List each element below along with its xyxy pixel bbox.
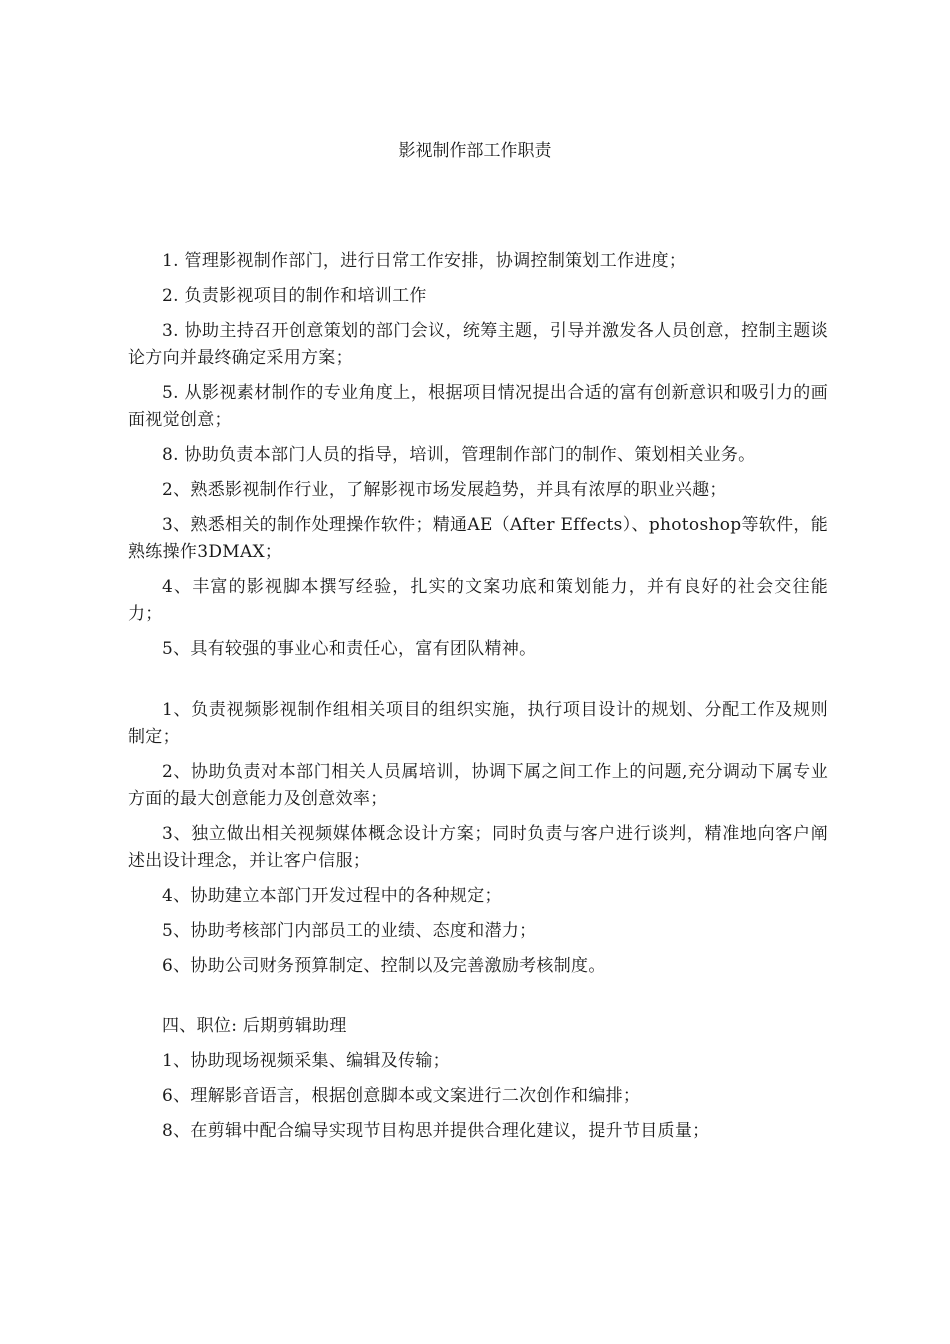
paragraph: 5、协助考核部门内部员工的业绩、态度和潜力； [162, 921, 537, 941]
document-body [128, 248, 828, 1153]
paragraph: 8、在剪辑中配合编导实现节目构思并提供合理化建议，提升节目质量； [162, 1121, 710, 1141]
paragraph: 2. 负责影视项目的制作和培训工作 [162, 286, 427, 306]
paragraph: 1. 管理影视制作部门，进行日常工作安排，协调控制策划工作进度； [162, 251, 687, 271]
section-responsibilities [128, 248, 828, 663]
paragraph: 3、熟悉相关的制作处理操作软件；精通AE（After Effects）、photoshop等软件，能熟练操作3DMAX； [128, 515, 828, 562]
section-supervisor-duties [128, 697, 828, 980]
paragraph: 4、协助建立本部门开发过程中的各种规定； [162, 886, 502, 906]
section-heading: 四、职位: 后期剪辑助理 [162, 1016, 347, 1036]
paragraph: 3、独立做出相关视频媒体概念设计方案；同时负责与客户进行谈判，精准地向客户阐述出设计理念，并让客户信服； [128, 824, 828, 871]
paragraph: 3. 协助主持召开创意策划的部门会议，统筹主题，引导并激发各人员创意，控制主题谈论方向并最终确定采用方案； [128, 321, 828, 368]
paragraph: 1、负责视频影视制作组相关项目的组织实施，执行项目设计的规划、分配工作及规则制定； [128, 700, 828, 747]
paragraph: 5. 从影视素材制作的专业角度上，根据项目情况提出合适的富有创新意识和吸引力的画面视觉创意； [128, 383, 828, 430]
paragraph: 1、协助现场视频采集、编辑及传输； [162, 1051, 450, 1071]
paragraph: 5、具有较强的事业心和责任心，富有团队精神。 [162, 639, 537, 659]
paragraph: 8. 协助负责本部门人员的指导，培训，管理制作部门的制作、策划相关业务。 [162, 445, 756, 465]
paragraph: 4、丰富的影视脚本撰写经验，扎实的文案功底和策划能力，并有良好的社会交往能力； [128, 577, 828, 624]
paragraph: 2、熟悉影视制作行业，了解影视市场发展趋势，并具有浓厚的职业兴趣； [162, 480, 727, 500]
document-title: 影视制作部工作职责 [398, 141, 552, 161]
paragraph: 6、理解影音语言，根据创意脚本或文案进行二次创作和编排； [162, 1086, 641, 1106]
paragraph: 6、协助公司财务预算制定、控制以及完善激励考核制度。 [162, 956, 606, 976]
paragraph: 2、协助负责对本部门相关人员属培训，协调下属之间工作上的问题,充分调动下属专业方面的最大创意能力及创意效率； [128, 762, 828, 809]
section-editing-assistant [128, 1013, 828, 1145]
